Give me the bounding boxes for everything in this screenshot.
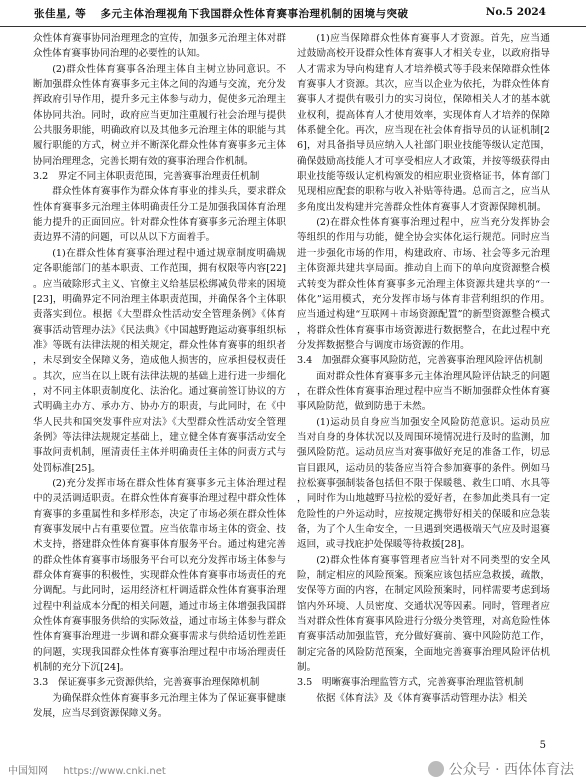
paragraph: (2)群众性体育赛事各治理主体自主树立协同意识。不断加强群众性体育赛事多元主体之间的沟通与交流，充分发挥政府引导作用，提升多元主体参与动力，促使多元治理主体协同共治。同时，政府应当更加注重履行社会治理与提供公共服务职能，明确政府以及其他多元治理主体的职能与其履行职能的方式，树立并不断深化群众性体育赛事多元主体协同治理理念，完善长期有效的赛事治理合作机制。 — [33, 63, 286, 167]
section-heading: 3.5 明晰赛事治理监管方式，完善赛事治理监管机制 — [297, 677, 524, 689]
cnki-url: https://www.cnki.net — [63, 766, 166, 777]
running-header — [0, 0, 586, 27]
right-column — [297, 31, 550, 706]
section-heading: 3.2 界定不同主体职责范围，完善赛事治理责任机制 — [33, 171, 260, 183]
footer-source — [8, 762, 166, 777]
paragraph: (2)群众性体育赛事管理者应当针对不同类型的安全风险，制定相应的风险预案。预案应该包括应急救援，疏散，安保等方面的内容，在制定风险预案时，同样需要考虑到场馆内外环境、人员密度、交通状况等因素。同时，管理者应当对群众性体育赛事风险进行分级分类管理，对高危险性体育赛事活动加强监管，充分做好赛前、赛中风险防范工作，制定完备的风险防范预案，全面地完善赛事治理风险评估机制。 — [297, 554, 550, 674]
header-authors: 张佳星, 等 — [34, 8, 87, 20]
watermark-text: 公众号 · 西体体育法 — [448, 762, 574, 778]
paragraph: 众性体育赛事协同治理理念的宣传，加强多元治理主体对群众性体育赛事协同治理的必要性的认知。 — [33, 33, 286, 60]
paragraph: 群众性体育赛事作为群众体育事业的排头兵，要求群众性体育赛事多元治理主体明确责任分工是加强我国体育治理能力提升的正面回应。针对群众性体育赛事多元治理主体职责边界不清的问题，可以从以下方面着手。 — [33, 186, 286, 244]
paragraph: (1)运动员自身应当加强安全风险防范意识。运动员应当对自身的身体状况以及周围环境情况进行及时的监测，加强风险防范。运动员应当对赛事做好充足的准备工作，切忌盲目跟风，运动员的装备应当符合参加赛事的条件。例如马拉松赛事强制装备包括但不限于保暖毯、救生口哨、水具等，同时作为山地越野马拉松的爱好者，在参加此类具有一定危险性的户外运动时，应按规定携带好相关的保暖和应急装备，为了个人生命安全，一旦遇到突遇极端天气应及时退赛返回，或寻找庇护处保暖等待救援[28]。 — [297, 416, 550, 551]
paragraph: (2)在群众性体育赛事治理过程中，应当充分发挥协会等组织的作用与功能，健全协会实体化运行规范。同时应当进一步强化市场的作用，构建政府、市场、社会等多元治理主体资源共建共享局面。推动自上而下的单向度资源整合模式转变为群众性体育赛事多元治理主体资源共建共享的“一体化”运用模式，充分发挥市场与体育非营利组织的作用。应当通过构建“互联网＋市场资源配置”的新型资源整合模式，将群众性体育赛事市场资源进行数据整合，在此过程中充分发挥数据整合与调度市场资源的作用。 — [297, 217, 550, 351]
paragraph: (1)在群众性体育赛事治理过程中通过规章制度明确规定各职能部门的基本职责、工作范围，拥有权限等内容[22]。应当破除形式主义、官僚主义给基层松绑减负带来的困境[23]，明确界定不同治理主体职责范围，并确保各个主体职责落实到位。根据《大型群众性活动安全管理条例》《体育赛事活动管理办法》《民法典》《中国越野跑运动赛事组织标准》等既有法律法规的相关规定，群众性体育赛事的组织者，未尽到安全保障义务，造成他人损害的，应承担侵权责任。其次，应当在以上既有法律法规的基础上进行进一步细化，对不同主体职责制度化、法治化。通过赛前签订协议的方式明确主办方、承办方、协办方的职责，与此同时，在《中华人民共和国突发事件应对法》《大型群众性活动安全管理条例》等法律法规规定基础上，建立健全体育赛事活动安全事故问责机制，厘清责任主体并明确责任主体的问责方式与处罚标准[25]。 — [33, 247, 286, 474]
section-heading: 3.3 保证赛事多元资源供给，完善赛事治理保障机制 — [33, 677, 260, 689]
header-title: 多元主体治理视角下我国群众性体育赛事治理机制的困境与突破 — [100, 8, 409, 20]
wechat-icon — [428, 761, 444, 777]
header-issue: No.5 2024 — [485, 6, 546, 18]
paragraph: 依据《体育法》及《体育赛事活动管理办法》相关 — [316, 692, 528, 704]
page-number: 5 — [539, 740, 546, 751]
header-left — [34, 6, 408, 21]
paragraph: 为确保群众性体育赛事多元治理主体为了保证赛事健康发展，应当尽到资源保障义务。 — [33, 692, 286, 720]
cnki-label: 中国知网 — [8, 766, 48, 777]
watermark — [428, 759, 574, 779]
paragraph: (1)应当保障群众性体育赛事人才资源。首先，应当通过鼓励高校开设群众性体育赛事人才相关专业，以政府指导人才需求为导向构建育人才培养模式等手段来保障群众性体育赛事人才资源。其次，应当以企业为依托，为群众性体育赛事人才提供有吸引力的实习岗位，保障相关人才的基本就业权利，提高体育人才使用效率，实现体育人才培养的保障体系健全化。再次，应当现在社会体育指导员的认证机制[26]，对具备指导员应纳入人社部门职业技能等级认定范围，确保鼓励高技能人才可享受相应人才政策，并按等级获得由职业技能等级认定机构颁发的相应职业资格证书，体育部门见现相应配套的职称与收入补贴等待遇。总而言之，应当从多角度出发构建并完善群众性体育赛事人才资源保障机制。 — [297, 33, 550, 213]
paragraph: 面对群众性体育赛事多元主体治理风险评估缺乏的问题，在群众性体育赛事治理过程中应当不断加强群众性体育赛事风险防范，做到防患于未然。 — [297, 370, 550, 413]
section-heading: 3.4 加强群众赛事风险防范，完善赛事治理风险评估机制 — [297, 355, 543, 367]
paragraph: (2)充分发挥市场在群众性体育赛事多元主体治理过程中的灵活调适职责。在群众性体育赛事治理过程中群众性体育赛事的多重属性和多样形态，决定了市场必须在群众性体育赛事发展中占有重要位置。应当依靠市场主体的资金、技术支持，搭建群众性体育赛事体育服务平台。通过构建完善的群众性体育赛事市场服务平台可以充分发挥市场主体参与群众体育赛事的积极性，实现群众性体育赛事市场责任的充分调配。与此同时，运用经济杠杆调适群众性体育赛事治理过程中利益成本分配的相关问题，通过市场主体增强我国群众性体育赛事服务供给的实际效益，通过市场主体参与群众性体育赛事治理进一步调和群众赛事需求与供给适切性差距的问题，实现我国群众性体育赛事治理过程中市场治理责任机制的充分下沉[24]。 — [33, 477, 286, 674]
left-column — [33, 31, 286, 721]
